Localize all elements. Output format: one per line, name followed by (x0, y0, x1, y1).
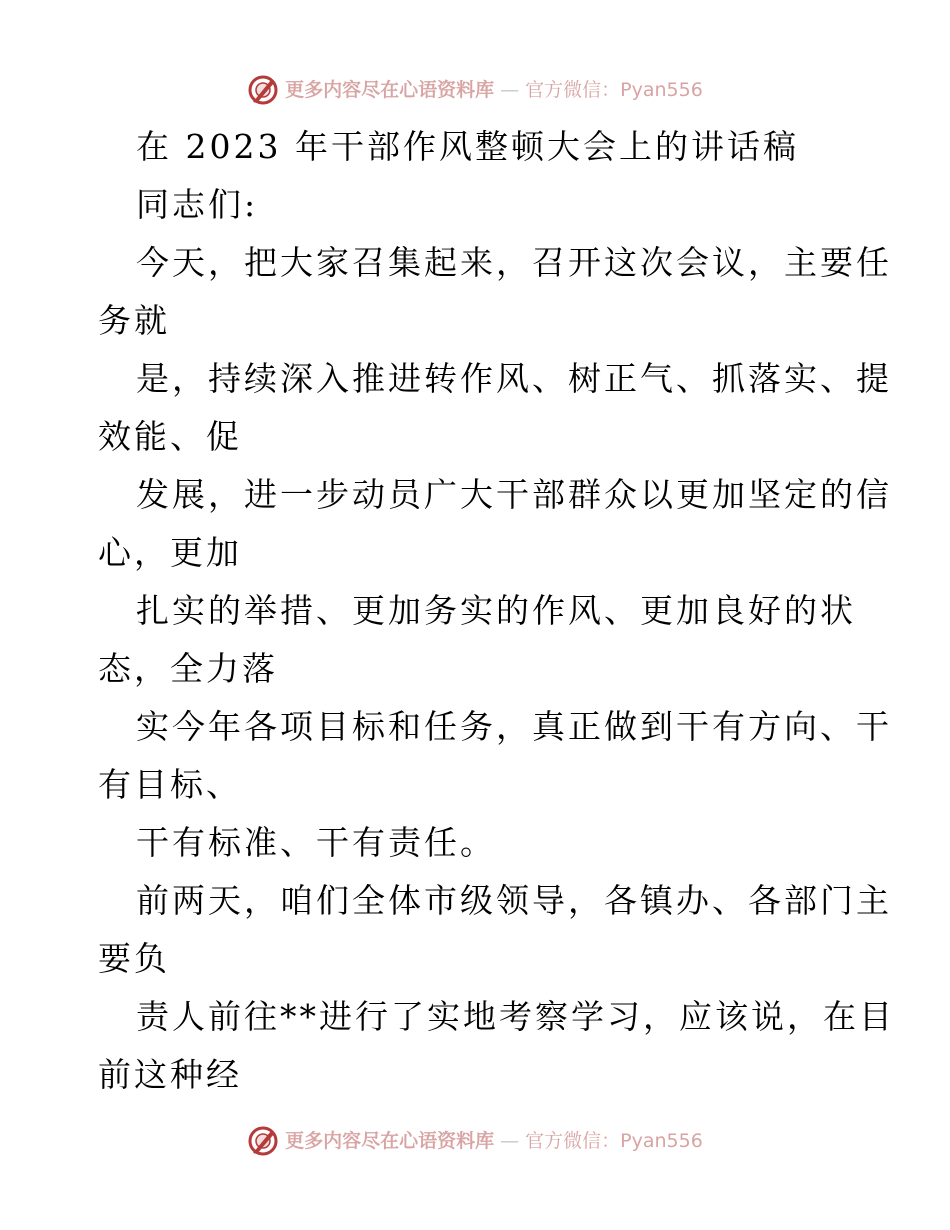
paragraph-line: 今天，把大家召集起来，召开这次会议，主要任 (136, 243, 892, 282)
paragraph-line: 效能、促 (98, 417, 242, 456)
watermark-wechat-text: 官方微信：Pyan556 (525, 79, 703, 101)
paragraph-line: 态，全力落 (98, 649, 278, 688)
quill-seal-icon (247, 74, 279, 106)
paragraph-line: 干有标准、干有责任。 (136, 823, 496, 862)
paragraph-line: 是，持续深入推进转作风、树正气、抓落实、提 (136, 359, 892, 398)
paragraph-line: 心，更加 (98, 533, 242, 572)
paragraph-line: 务就 (98, 301, 170, 340)
watermark-separator: — (500, 1130, 520, 1152)
paragraph-line: 扎实的举措、更加务实的作风、更加良好的状 (136, 591, 856, 630)
paragraph-line: 实今年各项目标和任务，真正做到干有方向、干 (136, 707, 892, 746)
paragraph-line: 责人前往**进行了实地考察学习，应该说，在目 (136, 997, 895, 1036)
watermark-wechat-text: 官方微信：Pyan556 (525, 1130, 703, 1152)
paragraph-line: 同志们: (136, 185, 259, 224)
watermark-library-text: 更多内容尽在心语资料库 (285, 1130, 495, 1152)
document-title: 在 2023 年干部作风整顿大会上的讲话稿 (136, 127, 799, 166)
paragraph-line: 前两天，咱们全体市级领导，各镇办、各部门主 (136, 881, 892, 920)
paragraph-line: 发展，进一步动员广大干部群众以更加坚定的信 (136, 475, 892, 514)
paragraph-line: 要负 (98, 939, 170, 978)
watermark-separator: — (500, 79, 520, 101)
watermark-library-text: 更多内容尽在心语资料库 (285, 79, 495, 101)
document-body (98, 118, 895, 1104)
paragraph-line: 有目标、 (98, 765, 242, 804)
footer-watermark (0, 1125, 950, 1157)
quill-seal-icon (247, 1125, 279, 1157)
header-watermark (0, 74, 950, 106)
paragraph-line: 前这种经 (98, 1055, 242, 1094)
